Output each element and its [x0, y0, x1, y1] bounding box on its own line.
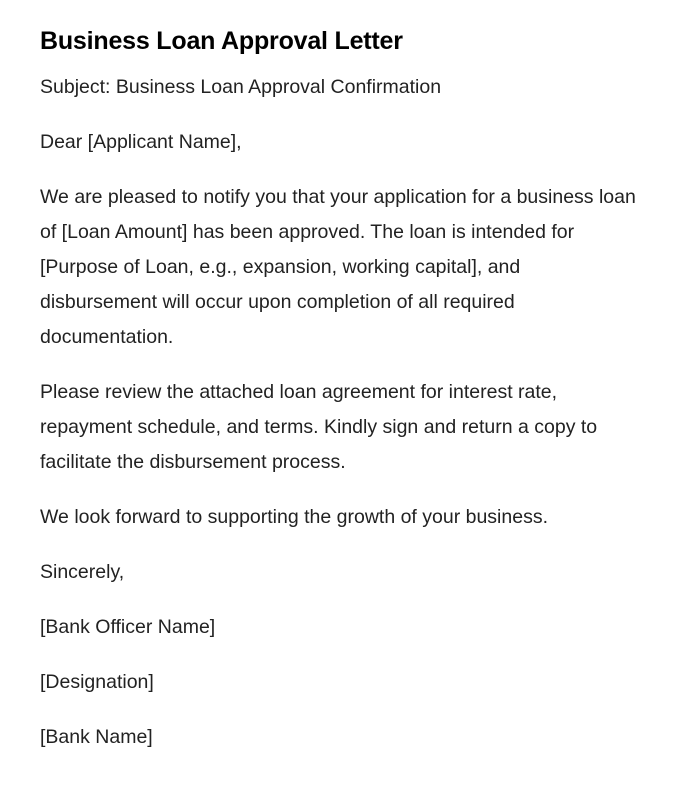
signature-designation: [Designation]: [40, 671, 154, 693]
letter-paragraph-closing-note: We look forward to supporting the growth of your business.: [40, 506, 548, 528]
letter-subject: Subject: Business Loan Approval Confirmation: [40, 76, 442, 98]
letter-paragraph-approval: We are pleased to notify you that your application for a business loan of [Loan Amount] has been approved. The loan is intended for [Purpose of Loan, e.g., expansion, working capital], and disbursement will occur upon completion of all required documentation.: [40, 186, 636, 348]
letter-paragraph-agreement: Please review the attached loan agreement for interest rate, repayment schedule, and terms. Kindly sign and return a copy to facilitate the disbursement process.: [40, 381, 598, 473]
letter-title: Business Loan Approval Letter: [40, 27, 403, 55]
signature-officer-name: [Bank Officer Name]: [40, 616, 216, 638]
signature-bank-name: [Bank Name]: [40, 726, 153, 748]
letter-closing: Sincerely,: [40, 561, 125, 583]
letter-salutation: Dear [Applicant Name],: [40, 131, 242, 153]
